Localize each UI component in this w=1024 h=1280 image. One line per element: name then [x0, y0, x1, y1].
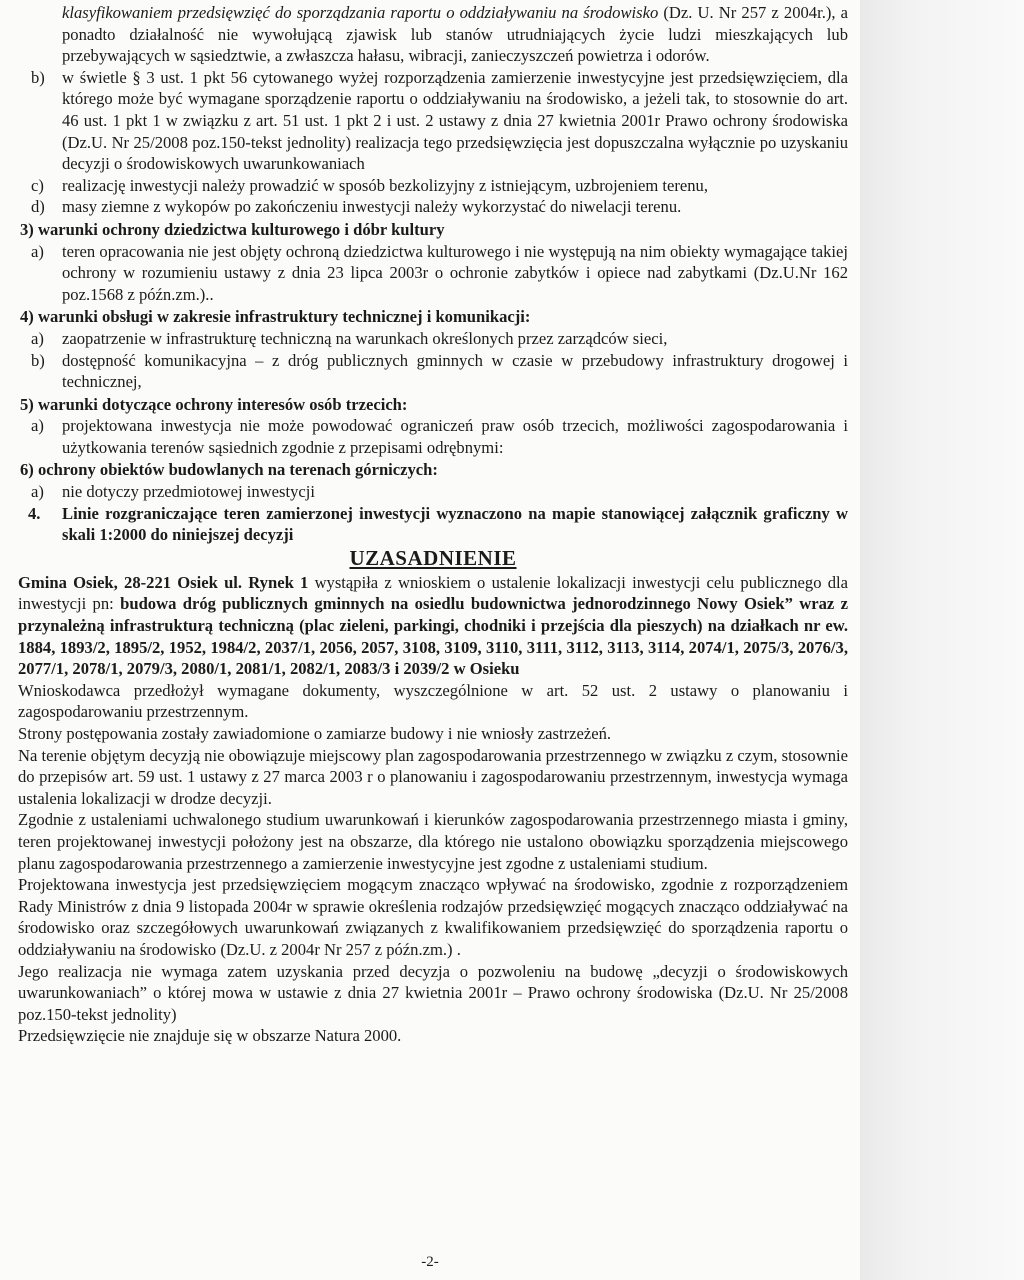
document-body [18, 2, 848, 1047]
item-text: teren opracowania nie jest objęty ochroną dziedzictwa kulturowego i nie występują na nim obiekty wymagające takiej ochrony w rozumieniu ustawy z dnia 23 lipca 2003r o ochronie zabytków i opiece nad zabytkami (Dz.U.Nr 162 poz.1568 z późn.zm.).. [62, 241, 848, 304]
item-text: zaopatrzenie w infrastrukturę techniczną na warunkach określonych przez zarządców sieci, [62, 328, 668, 348]
paragraph-applicant [18, 572, 848, 680]
page-number: -2- [421, 1254, 439, 1270]
point-label: 4. [28, 503, 41, 523]
text-fragment: wystąpiła z wnioskiem o ustalenie lokalizacji inwestycji celu publicznego dla inwestycji pn: [18, 572, 848, 614]
list-item-a [18, 481, 848, 503]
point-text: Linie rozgraniczające teren zamierzonej inwestycji wyznaczono na mapie stanowiącej załącznik graficzny w skali 1:2000 do niniejszej decyzji [62, 503, 848, 545]
section-heading-6: 6) ochrony obiektów budowlanych na terenach górniczych: [20, 460, 438, 480]
item-text: masy ziemne z wykopów po zakończeniu inwestycji należy wykorzystać do niwelacji terenu. [62, 197, 682, 217]
item-label: d) [31, 197, 45, 217]
section-title: UZASADNIENIE [349, 545, 517, 570]
paragraph: Przedsięwzięcie nie znajduje się w obszarze Natura 2000. [18, 1026, 402, 1046]
list-item-b [18, 67, 848, 175]
bold-fragment: budowa dróg publicznych gminnych na osiedlu budownictwa jednorodzinnego Nowy Osiek” wraz z przynależną infrastrukturą techniczną (plac zieleni, parkingi, chodniki i przejścia dla pieszych) na działkach nr ew. 1884, 1893/2, 1895/2, 1952, 1984/2, 2037/1, 2056, 2057, 3108, 3109, 3110, 3111, 3112, 3113, 3114, 2074/1, 2075/3, 2076/3, 2077/1, 2078/1, 2079/3, 2080/1, 2081/1, 2082/1, 2083/3 i 2039/2 w Osieku [18, 594, 848, 679]
item-text: dostępność komunikacyjna – z dróg publicznych gminnych w czasie w przebudowy infrastruktury drogowej i technicznej, [62, 350, 848, 392]
point-4 [18, 503, 848, 546]
text-fragment: (Dz. U. Nr 257 z 2004r.), a ponadto działalność nie wywołującą zjawisk lub stanów utrudniających życie ludzi mieszkających lub przebywających w sąsiedztwie, a zwłaszcza hałasu, wibracji, zanieczyszczeń powietrza i odorów. [62, 3, 848, 66]
item-label: a) [31, 416, 44, 436]
bold-fragment: Gmina Osiek, 28-221 Osiek ul. Rynek 1 [18, 572, 309, 592]
item-text: realizację inwestycji należy prowadzić w sposób bezkolizyjny z istniejącym, uzbrojeniem terenu, [62, 175, 708, 195]
list-item-a [18, 328, 848, 350]
paragraph: Wnioskodawca przedłożył wymagane dokumenty, wyszczególnione w art. 52 ust. 2 ustawy o planowaniu i zagospodarowaniu przestrzennym. [18, 680, 848, 722]
paragraph: Projektowana inwestycja jest przedsięwzięciem mogącym znacząco wpływać na środowisko, zgodnie z rozporządzeniem Rady Ministrów z dnia 9 listopada 2004r w sprawie określenia rodzajów przedsięwzięć mogących znacząco oddziaływać na środowisko oraz szczegółowych uwarunkowań związanych z kwalifikowaniem przedsięwzięć do sporządzenia raportu o oddziaływaniu na środowisko (Dz.U. z 2004r Nr 257 z późn.zm.) . [18, 875, 848, 959]
paragraph: Zgodnie z ustaleniami uchwalonego studium uwarunkowań i kierunków zagospodarowania przestrzennego miasta i gminy, teren projektowanej inwestycji położony jest na obszarze, dla którego nie ustalono obowiązku sporządzenia miejscowego planu zagospodarowania przestrzennego a zamierzenie inwestycyjne jest zgodne z ustaleniami studium. [18, 810, 848, 873]
item-label: b) [31, 67, 45, 87]
paragraph: Strony postępowania zostały zawiadomione o zamiarze budowy i nie wniosły zastrzeżeń. [18, 724, 612, 743]
italic-fragment: klasyfikowaniem przedsięwzięć do sporządzania raportu o oddziaływaniu na środowisko [62, 3, 659, 22]
paragraph-continuation [18, 2, 848, 67]
section-heading-4: 4) warunki obsługi w zakresie infrastruktury technicznej i komunikacji: [20, 307, 531, 327]
item-label: a) [31, 241, 44, 261]
list-item-a [18, 241, 848, 306]
scan-margin [860, 0, 1024, 1280]
list-item-c [18, 175, 848, 197]
section-heading-5: 5) warunki dotyczące ochrony interesów osób trzecich: [20, 394, 408, 414]
paragraph: Jego realizacja nie wymaga zatem uzyskania przed decyzja o pozwoleniu na budowę „decyzji o środowiskowych uwarunkowaniach” o której mowa w ustawie z dnia 27 kwietnia 2001r – Prawo ochrony środowiska (Dz.U. Nr 25/2008 poz.150-tekst jednolity) [18, 961, 848, 1024]
item-label: b) [31, 350, 45, 370]
section-heading-3: 3) warunki ochrony dziedzictwa kulturowego i dóbr kultury [20, 219, 445, 239]
list-item-d [18, 196, 848, 218]
item-text: w świetle § 3 ust. 1 pkt 56 cytowanego wyżej rozporządzenia zamierzenie inwestycyjne jest przedsięwzięciem, dla którego może być wymagane sporządzenie raportu o oddziaływaniu na środowisko, a jeżeli tak, to stosownie do art. 46 ust. 1 pkt 1 w związku z art. 51 ust. 1 pkt 2 i ust. 2 ustawy z dnia 27 kwietnia 2001r Prawo ochrony środowiska (Dz.U. Nr 25/2008 poz.150-tekst jednolity) realizacja tego przedsięwzięcia jest dopuszczalna wyłącznie po uzyskaniu decyzji o środowiskowych uwarunkowaniach [62, 67, 848, 174]
item-label: c) [31, 175, 44, 195]
item-text: nie dotyczy przedmiotowej inwestycji [62, 482, 315, 502]
item-text: projektowana inwestycja nie może powodować ograniczeń praw osób trzecich, możliwości zagospodarowania i użytkowania terenów sąsiednich zgodnie z przepisami odrębnymi: [62, 416, 848, 457]
item-label: a) [31, 328, 44, 348]
paragraph: Na terenie objętym decyzją nie obowiązuje miejscowy plan zagospodarowania przestrzennego w związku z czym, stosownie do przepisów art. 59 ust. 1 ustawy z 27 marca 2003 r o planowaniu i zagospodarowaniu przestrzennym, inwestycja wymaga ustalenia lokalizacji w drodze decyzji. [18, 745, 848, 808]
item-label: a) [31, 482, 44, 502]
list-item-a [18, 415, 848, 458]
list-item-b [18, 350, 848, 393]
